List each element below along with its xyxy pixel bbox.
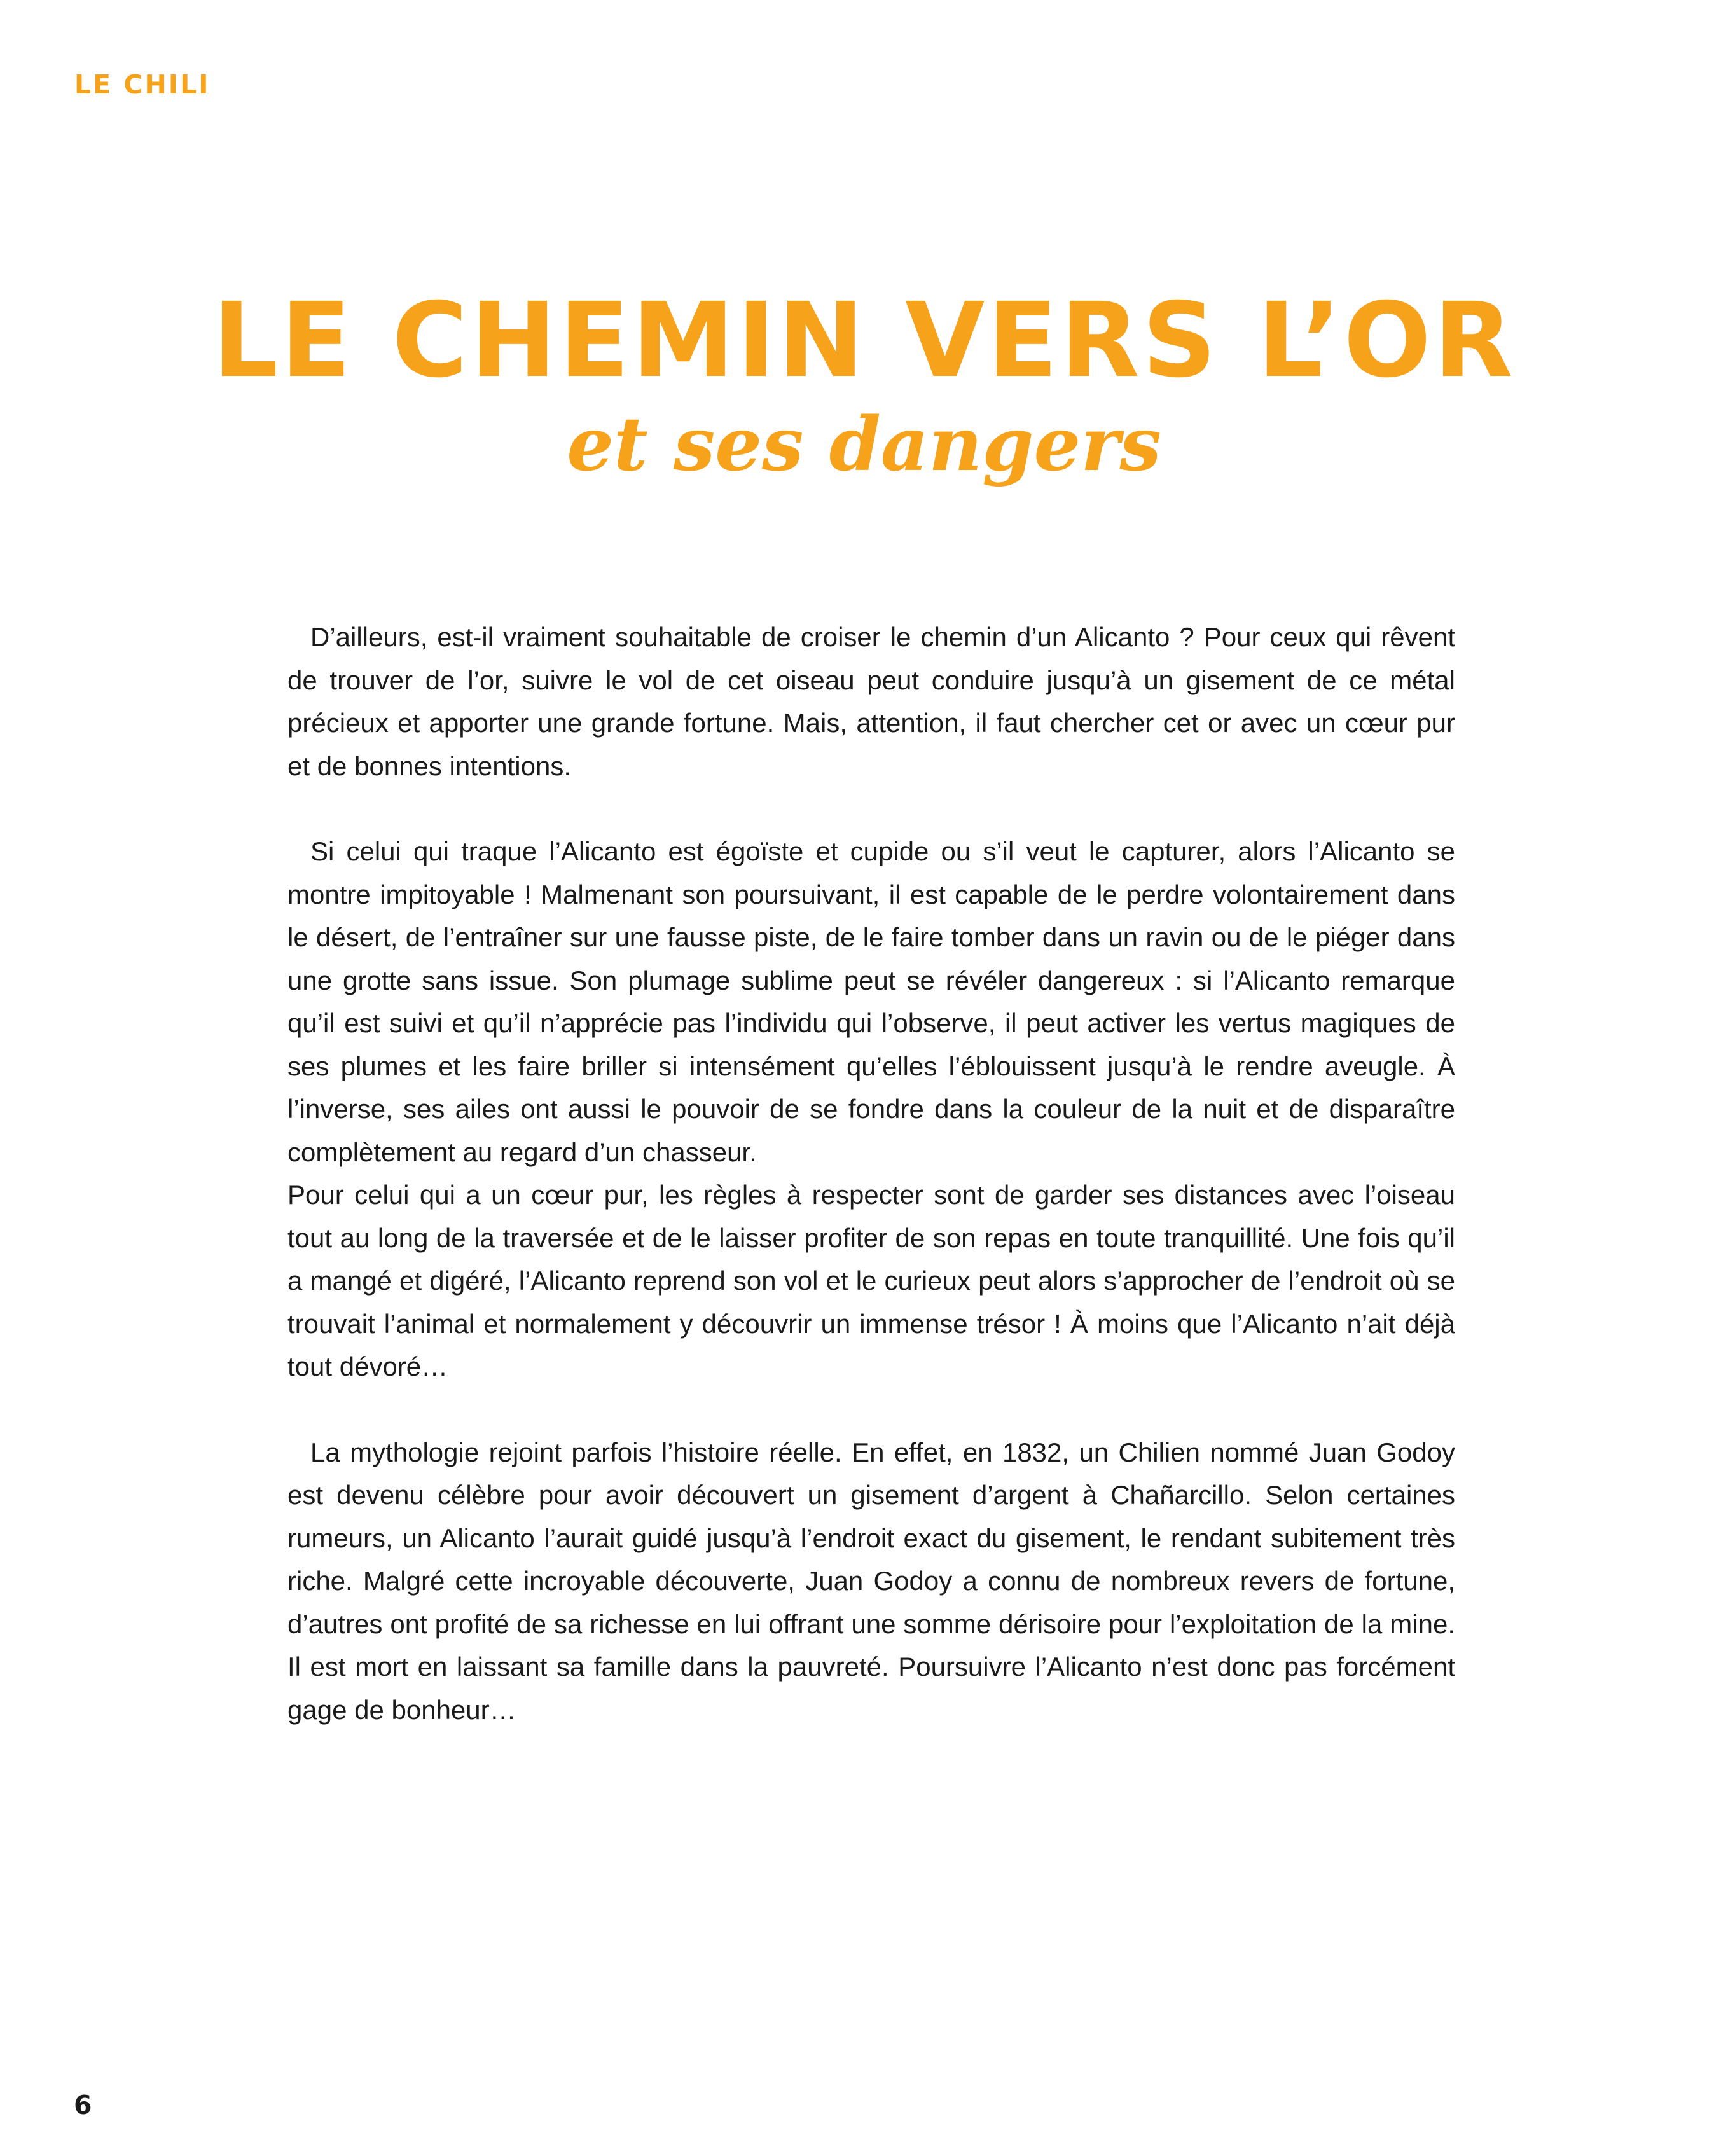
paragraph-3: Pour celui qui a un cœur pur, les règles à respecter sont de garder ses distances avec l’oiseau tout au long de la traversée et de le laisser profiter de son repas en toute tranquillité. Une fois qu’il a mangé et digéré, l’Alicanto reprend son vol et le curieux peut alors s’approcher de l’endroit où se trouvait l’animal et normalement y découvrir un immense trésor ! À moins que l’Alicanto n’ait déjà tout dévoré… <box>287 1180 1455 1381</box>
page-number: 6 <box>74 2090 92 2120</box>
title-block <box>0 281 1728 488</box>
running-head: LE CHILI <box>74 69 211 100</box>
paragraph-1: D’ailleurs, est-il vraiment souhaitable de croiser le chemin d’un Alicanto ? Pour ceux qui rêvent de trouver de l’or, suivre le vol de cet oiseau peut conduire jusqu’à un gisement de ce métal précieux et apporter une grande fortune. Mais, attention, il faut chercher cet or avec un cœur pur et de bonnes intentions. <box>287 622 1455 781</box>
paragraph-4: La mythologie rejoint parfois l’histoire réelle. En effet, en 1832, un Chilien nommé Juan Godoy est devenu célèbre pour avoir découvert un gisement d’argent à Chañarcillo. Selon certaines rumeurs, un Alicanto l’aurait guidé jusqu’à l’endroit exact du gisement, le rendant subitement très riche. Malgré cette incroyable découverte, Juan Godoy a connu de nombreux revers de fortune, d’autres ont profité de sa richesse en lui offrant une somme dérisoire pour l’exploitation de la mine. Il est mort en laissant sa famille dans la pauvreté. Poursuivre l’Alicanto n’est donc pas forcément gage de bonheur… <box>287 1437 1455 1725</box>
page-subtitle: et ses dangers <box>567 401 1161 488</box>
paragraph-2: Si celui qui traque l’Alicanto est égoïste et cupide ou s’il veut le capturer, alors l’Alicanto se montre impitoyable ! Malmenant son poursuivant, il est capable de le perdre volontairement dans le désert, de l’entraîner sur une fausse piste, de le faire tomber dans un ravin ou de le piéger dans une grotte sans issue. Son plumage sublime peut se révéler dangereux : si l’Alicanto remarque qu’il est suivi et qu’il n’apprécie pas l’individu qui l’observe, il peut activer les vertus magiques de ses plumes et les faire briller si intensément qu’elles l’éblouissent jusqu’à le rendre aveugle. À l’inverse, ses ailes ont aussi le pouvoir de se fondre dans la couleur de la nuit et de disparaître complètement au regard d’un chasseur. <box>287 836 1455 1167</box>
page-title: LE CHEMIN VERS L’OR <box>212 281 1516 401</box>
body-text <box>287 616 1455 1731</box>
